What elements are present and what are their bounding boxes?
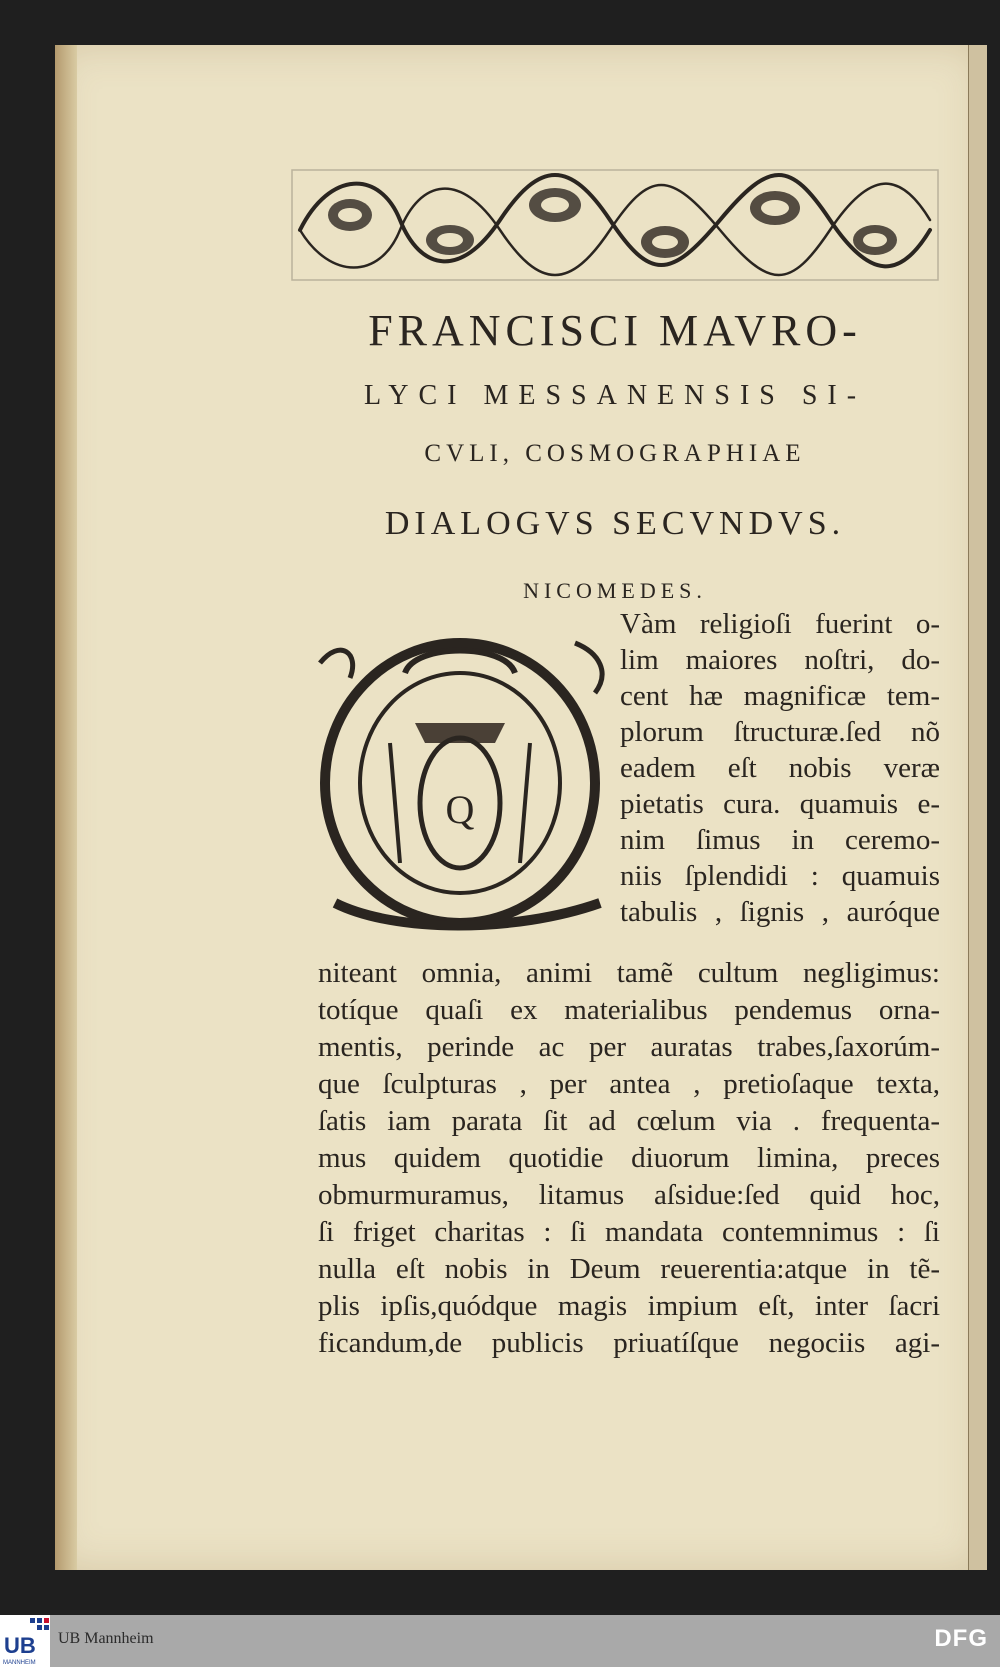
page-right-edge — [968, 45, 987, 1570]
text-line: eadem eſt nobis veræ — [620, 752, 940, 784]
dialogue-heading: DIALOGVS SECVNDVS. — [384, 505, 846, 542]
text-line: nim ſimus in ceremo- — [620, 824, 940, 856]
speaker-name: NICOMEDES. — [523, 578, 707, 603]
text-line: Vàm religioſi fuerint o- — [620, 608, 940, 640]
text-line: obmurmuramus, litamus aſsidue:ſed quid hoc, — [318, 1179, 940, 1211]
text-line: nulla eſt nobis in Deum reuerentia:atque in tẽ- — [318, 1253, 940, 1285]
text-line: mentis, perinde ac per auratas trabes,ſaxorúm- — [318, 1031, 940, 1063]
floral-headpiece-ornament — [290, 160, 940, 290]
text-line: pietatis cura. quamuis e- — [620, 788, 940, 820]
text-line: tabulis , ſignis , auróque — [620, 896, 940, 928]
decorated-initial-q — [315, 633, 615, 938]
text-line: plorum ſtructuræ.ſed nõ — [620, 716, 940, 748]
initial-letter: Q — [445, 787, 475, 832]
ub-logo-subtext: MANNHEIM — [3, 1660, 36, 1666]
library-name-link[interactable]: UB Mannheim — [58, 1630, 154, 1647]
page-binding-edge — [55, 45, 77, 1570]
viewer-footer-bar — [0, 1615, 1000, 1667]
text-line: que ſculpturas , per antea , pretioſaque texta, — [318, 1068, 940, 1100]
text-line: cent hæ magnificæ tem- — [620, 680, 940, 712]
ub-mannheim-logo[interactable] — [0, 1615, 50, 1667]
ub-logo-letters: UB — [4, 1633, 36, 1658]
text-line: mus quidem quotidie diuorum limina, preces — [318, 1142, 940, 1174]
text-line: ficandum,de publicis priuatíſque negociis agi- — [318, 1327, 940, 1359]
dfg-logo[interactable]: DFG — [934, 1625, 988, 1652]
text-line: ſi friget charitas : ſi mandata contemnimus : ſi — [318, 1216, 940, 1248]
title-line-1: FRANCISCI MAVRO- — [368, 306, 862, 355]
text-line: totíque quaſi ex materialibus pendemus orna- — [318, 994, 940, 1026]
text-line: plis ipſis,quódque magis impium eſt, inter ſacri — [318, 1290, 940, 1322]
text-line: niis ſplendidi : quamuis — [620, 860, 940, 892]
text-line: ſatis iam parata ſit ad cœlum via . frequenta- — [318, 1105, 940, 1137]
text-line: niteant omnia, animi tamẽ cultum negligimus: — [318, 957, 940, 989]
title-line-3: CVLI, COSMOGRAPHIAE — [424, 440, 806, 467]
title-line-2: LYCI MESSANENSIS SI- — [363, 380, 867, 411]
text-line: lim maiores noſtri, do- — [620, 644, 940, 676]
